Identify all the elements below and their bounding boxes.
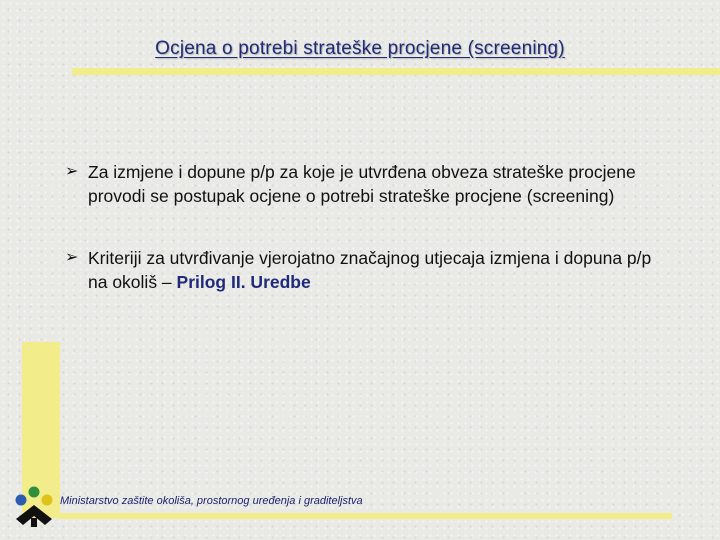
title-accent-bar xyxy=(72,68,720,75)
arrow-bullet-icon: ➢ xyxy=(65,163,79,180)
bottom-accent-bar xyxy=(58,513,672,519)
footer-text: Ministarstvo zaštite okoliša, prostornog uređenja i graditeljstva xyxy=(60,495,363,507)
ministry-logo-icon xyxy=(12,485,56,529)
bullet-text: Za izmjene i dopune p/p za koje je utvrđena obveza strateške procjene provodi se postupak ocjene o potrebi strateške procjene (screening) xyxy=(88,162,636,206)
bullet-item xyxy=(65,160,665,208)
arrow-bullet-icon: ➢ xyxy=(65,249,79,266)
bullet-item xyxy=(65,246,665,294)
bullet-strong-text: Prilog II. Uredbe xyxy=(176,272,311,292)
slide-title: Ocjena o potrebi strateške procjene (screening) xyxy=(155,38,565,59)
bullet-text: Kriteriji za utvrđivanje vjerojatno značajnog utjecaja izmjena i dopuna p/p na okoliš – xyxy=(88,248,652,292)
bullet-list xyxy=(65,160,665,332)
